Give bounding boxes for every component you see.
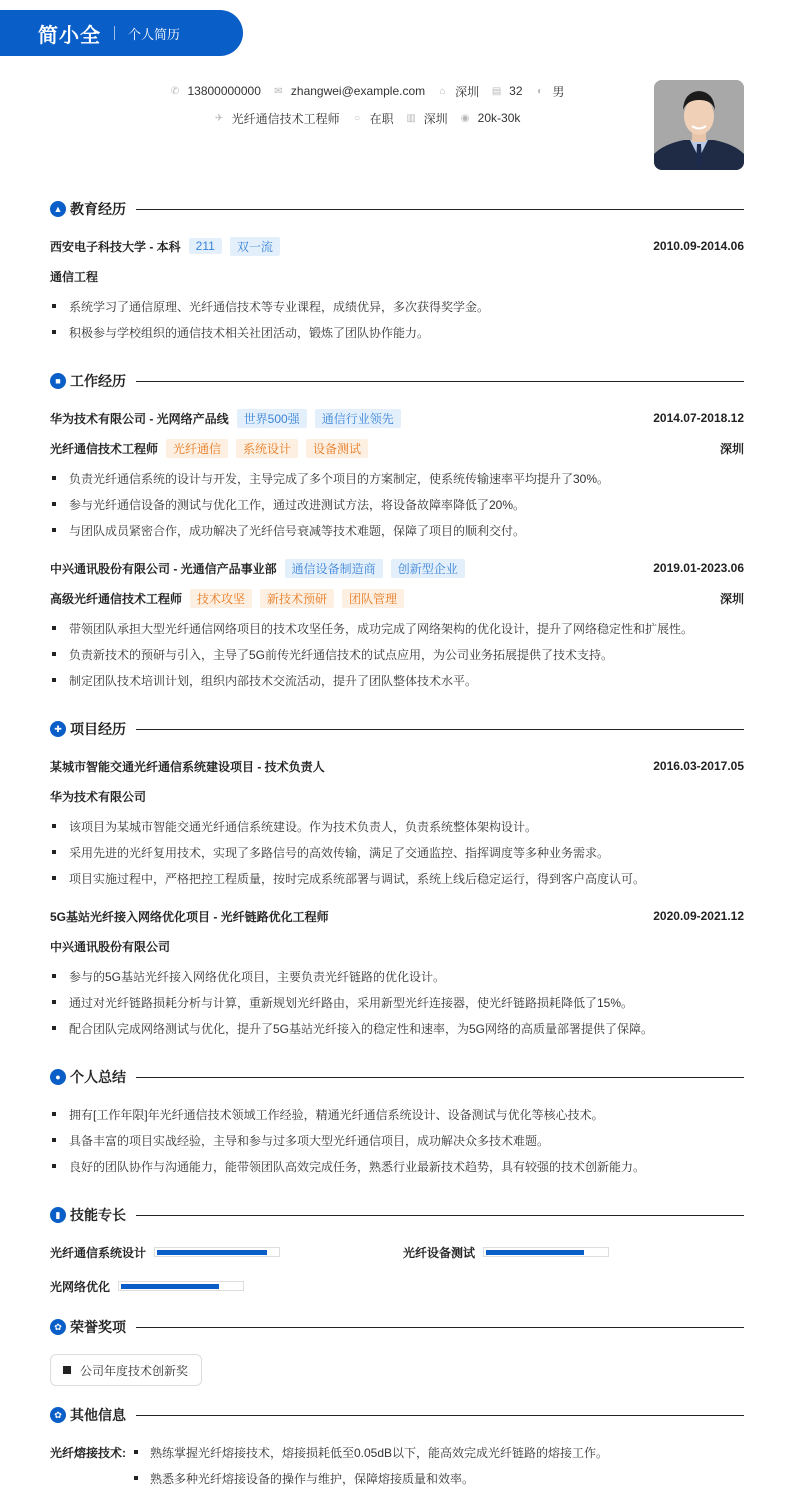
section-divider xyxy=(136,1215,744,1216)
skill-name: 光纤通信系统设计 xyxy=(50,1245,147,1260)
list-item xyxy=(50,816,750,836)
brand-divider xyxy=(114,26,115,40)
work-company-header xyxy=(50,408,744,428)
section-projects xyxy=(50,719,744,739)
company-tag: 创新型企业 xyxy=(391,559,465,578)
job-status xyxy=(352,110,394,127)
section-other xyxy=(50,1405,744,1425)
section-work xyxy=(50,371,744,391)
work-date: 2019.01-2023.06 xyxy=(653,561,744,575)
other-label: 光纤熔接技术: xyxy=(50,1445,126,1460)
bullet-text: 具备丰富的项目实战经验，主导和参与过多项大型光纤通信项目，成功解决众多技术难题。 xyxy=(69,1133,550,1148)
target-city-value: 深圳 xyxy=(423,111,448,126)
list-item xyxy=(50,868,750,888)
list-item xyxy=(50,966,750,986)
skill-progress-fill xyxy=(121,1284,219,1289)
section-divider xyxy=(136,1415,744,1416)
section-title: 项目经历 xyxy=(70,721,126,737)
gender-value: 男 xyxy=(552,84,565,99)
school-tag: 双一流 xyxy=(230,237,280,256)
bullet-dot xyxy=(52,330,56,334)
list-item xyxy=(50,322,750,342)
brand-subtitle: 个人简历 xyxy=(128,26,181,42)
section-title: 个人总结 xyxy=(70,1069,126,1085)
skill-name: 光网络优化 xyxy=(50,1279,111,1294)
section-skills xyxy=(50,1205,744,1225)
job-target-value: 光纤通信技术工程师 xyxy=(231,111,340,126)
bullet-text: 参与光纤通信设备的测试与优化工作，通过改进测试方法，将设备故障率降低了20%。 xyxy=(69,497,526,512)
bullet-text: 拥有[工作年限]年光纤通信技术领域工作经验，精通光纤通信系统设计、设备测试与优化等核心技术。 xyxy=(69,1107,604,1122)
project-company xyxy=(50,786,744,806)
skill-tag: 新技术预研 xyxy=(260,589,334,608)
award-icon: ✿ xyxy=(50,1319,66,1335)
bullet-dot xyxy=(52,1112,56,1116)
bullet-text: 配合团队完成网络测试与优化，提升了5G基站光纤接入的稳定性和速率，为5G网络的高质量部署提供了保障。 xyxy=(69,1021,654,1036)
bullet-text: 项目实施过程中，严格把控工程质量，按时完成系统部署与调试，系统上线后稳定运行，得到客户高度认可。 xyxy=(69,871,646,886)
company-name: 华为技术有限公司 - 光网络产品线 xyxy=(50,411,229,426)
bullet-text: 良好的团队协作与沟通能力，能带领团队高效完成任务，熟悉行业最新技术趋势，具有较强的技术创新能力。 xyxy=(69,1159,646,1174)
target-city xyxy=(406,110,448,127)
profile-photo xyxy=(654,80,744,170)
contact-gender xyxy=(535,83,565,100)
list-item xyxy=(50,842,750,862)
section-title: 工作经历 xyxy=(70,373,126,389)
bullet-dot xyxy=(134,1476,138,1480)
skill-tag: 光纤通信 xyxy=(166,439,228,458)
bullet-dot xyxy=(52,678,56,682)
list-item xyxy=(50,1104,750,1124)
skill-item xyxy=(50,1276,244,1296)
bullet-text: 该项目为某城市智能交通光纤通信系统建设。作为技术负责人，负责系统整体架构设计。 xyxy=(69,819,538,834)
project-company-name: 华为技术有限公司 xyxy=(50,789,147,804)
skill-progress-bar xyxy=(483,1247,609,1257)
email-value: zhangwei@example.com xyxy=(290,84,426,98)
bullet-text: 采用先进的光纤复用技术，实现了多路信号的高效传输，满足了交通监控、指挥调度等多种业务需求。 xyxy=(69,845,610,860)
bullet-text: 参与的5G基站光纤接入网络优化项目，主要负责光纤链路的优化设计。 xyxy=(69,969,446,984)
skill-tag: 系统设计 xyxy=(236,439,298,458)
award-badge xyxy=(50,1354,202,1386)
bar-chart-icon: ▮ xyxy=(50,1207,66,1223)
grid-icon: ✚ xyxy=(50,721,66,737)
list-item xyxy=(50,670,750,690)
bullet-text: 负责光纤通信系统的设计与开发，主导完成了多个项目的方案制定，使系统传输速率平均提升了30%。 xyxy=(69,471,610,486)
building-icon: ▥ xyxy=(406,112,416,124)
salary-value: 20k-30k xyxy=(477,111,521,125)
project-name: 某城市智能交通光纤通信系统建设项目 - 技术负责人 xyxy=(50,759,325,774)
section-title: 荣誉奖项 xyxy=(70,1319,126,1335)
bullet-text: 制定团队技术培训计划，组织内部技术交流活动，提升了团队整体技术水平。 xyxy=(69,673,478,688)
school-name: 西安电子科技大学 - 本科 xyxy=(50,239,181,254)
section-divider xyxy=(136,209,744,210)
bullet-dot xyxy=(52,974,56,978)
skill-item xyxy=(403,1242,609,1262)
skill-tag: 设备测试 xyxy=(306,439,368,458)
major-name: 通信工程 xyxy=(50,269,99,284)
bullet-text: 与团队成员紧密合作，成功解决了光纤信号衰减等技术难题，保障了项目的顺利交付。 xyxy=(69,523,526,538)
work-location: 深圳 xyxy=(719,591,744,606)
square-bullet-icon xyxy=(63,1366,71,1374)
phone-value: 13800000000 xyxy=(187,84,261,98)
list-item xyxy=(50,468,750,488)
bullet-dot xyxy=(52,476,56,480)
contact-age xyxy=(491,84,522,98)
work-title-header xyxy=(50,588,744,608)
avatar-illustration xyxy=(654,80,744,170)
project-date: 2020.09-2021.12 xyxy=(653,909,744,923)
work-date: 2014.07-2018.12 xyxy=(653,411,744,425)
bullet-dot xyxy=(52,502,56,506)
bullet-dot xyxy=(52,528,56,532)
contact-email xyxy=(273,84,425,98)
graduation-cap-icon: ▲ xyxy=(50,201,66,217)
list-item xyxy=(50,494,750,514)
salary-icon: ◉ xyxy=(460,112,470,124)
bullet-text: 通过对光纤链路损耗分析与计算，重新规划光纤路由，采用新型光纤连接器，使光纤链路损耗降低了15%。 xyxy=(69,995,634,1010)
contact-phone xyxy=(169,84,260,98)
job-status-value: 在职 xyxy=(369,111,394,126)
list-item xyxy=(50,644,750,664)
project-date: 2016.03-2017.05 xyxy=(653,759,744,773)
job-title: 高级光纤通信技术工程师 xyxy=(50,591,183,606)
section-honors xyxy=(50,1317,744,1337)
bullet-text: 熟练掌握光纤熔接技术，熔接损耗低至0.05dB以下，能高效完成光纤链路的熔接工作。 xyxy=(150,1445,609,1460)
bullet-text: 负责新技术的预研与引入，主导了5G前传光纤通信技术的试点应用，为公司业务拓展提供了技术支持。 xyxy=(69,647,614,662)
list-item xyxy=(50,1130,750,1150)
bullet-text: 系统学习了通信原理、光纤通信技术等专业课程，成绩优异，多次获得奖学金。 xyxy=(69,299,490,314)
bullet-dot xyxy=(52,304,56,308)
work-company-header xyxy=(50,558,744,578)
mail-icon: ✉ xyxy=(274,85,283,97)
education-header xyxy=(50,236,744,256)
skill-tag: 技术攻坚 xyxy=(190,589,252,608)
section-education xyxy=(50,199,744,219)
bullet-dot xyxy=(52,652,56,656)
skill-progress-fill xyxy=(157,1250,267,1255)
company-name: 中兴通讯股份有限公司 - 光通信产品事业部 xyxy=(50,561,277,576)
bullet-dot xyxy=(52,876,56,880)
bullet-text: 积极参与学校组织的通信技术相关社团活动，锻炼了团队协作能力。 xyxy=(69,325,430,340)
list-item xyxy=(50,618,750,638)
bullet-text: 带领团队承担大型光纤通信网络项目的技术攻坚任务，成功完成了网络架构的优化设计，提升了网络稳定性和扩展性。 xyxy=(69,621,694,636)
company-tag: 通信设备制造商 xyxy=(285,559,383,578)
list-item xyxy=(134,1468,474,1488)
job-title: 光纤通信技术工程师 xyxy=(50,441,159,456)
age-icon: ▤ xyxy=(491,85,502,97)
list-item xyxy=(50,296,750,316)
briefcase-icon: ■ xyxy=(50,373,66,389)
brand-banner xyxy=(0,10,243,56)
job-target xyxy=(214,110,340,127)
list-item xyxy=(50,1156,750,1176)
section-divider xyxy=(136,381,744,382)
project-header xyxy=(50,906,744,926)
status-icon: ○ xyxy=(354,112,361,124)
bullet-dot xyxy=(52,1138,56,1142)
bullet-dot xyxy=(52,850,56,854)
list-item xyxy=(50,992,750,1012)
section-title: 技能专长 xyxy=(70,1207,126,1223)
work-title-header xyxy=(50,438,744,458)
work-location: 深圳 xyxy=(719,441,744,456)
bullet-dot xyxy=(134,1450,138,1454)
project-company-name: 中兴通讯股份有限公司 xyxy=(50,939,171,954)
bullet-dot xyxy=(52,824,56,828)
info-icon: ✿ xyxy=(50,1407,66,1423)
education-major xyxy=(50,266,744,286)
education-date: 2010.09-2014.06 xyxy=(653,239,744,253)
bullet-dot xyxy=(52,1164,56,1168)
skill-progress-bar xyxy=(154,1247,280,1257)
skill-item xyxy=(50,1242,280,1262)
user-icon: ● xyxy=(50,1069,66,1085)
project-company xyxy=(50,936,744,956)
company-tag: 世界500强 xyxy=(237,409,307,428)
bullet-dot xyxy=(52,626,56,630)
home-icon: ⌂ xyxy=(439,85,446,97)
list-item xyxy=(50,1018,750,1038)
section-title: 其他信息 xyxy=(70,1407,126,1423)
city-value: 深圳 xyxy=(455,84,480,99)
contact-city xyxy=(437,83,479,100)
bullet-dot xyxy=(52,1026,56,1030)
project-header xyxy=(50,756,744,776)
school-tag: 211 xyxy=(189,238,222,254)
section-divider xyxy=(136,729,744,730)
section-divider xyxy=(136,1327,744,1328)
section-divider xyxy=(136,1077,744,1078)
skill-progress-bar xyxy=(118,1281,244,1291)
company-tag: 通信行业领先 xyxy=(315,409,401,428)
list-item xyxy=(134,1442,608,1462)
skill-name: 光纤设备测试 xyxy=(403,1245,476,1260)
award-name: 公司年度技术创新奖 xyxy=(80,1363,189,1378)
skill-tag: 团队管理 xyxy=(342,589,404,608)
salary xyxy=(460,111,521,125)
section-summary xyxy=(50,1067,744,1087)
brand-logo: 简小全 xyxy=(38,24,101,47)
list-item xyxy=(50,520,750,540)
section-title: 教育经历 xyxy=(70,201,126,217)
bullet-text: 熟悉多种光纤熔接设备的操作与维护，保障熔接质量和效率。 xyxy=(150,1471,475,1486)
age-value: 32 xyxy=(509,84,523,98)
skill-progress-fill xyxy=(486,1250,584,1255)
gender-icon: ◐ xyxy=(536,85,544,97)
phone-icon: ✆ xyxy=(170,85,180,97)
plane-icon: ✈ xyxy=(214,112,224,124)
project-name: 5G基站光纤接入网络优化项目 - 光纤链路优化工程师 xyxy=(50,909,329,924)
bullet-dot xyxy=(52,1000,56,1004)
